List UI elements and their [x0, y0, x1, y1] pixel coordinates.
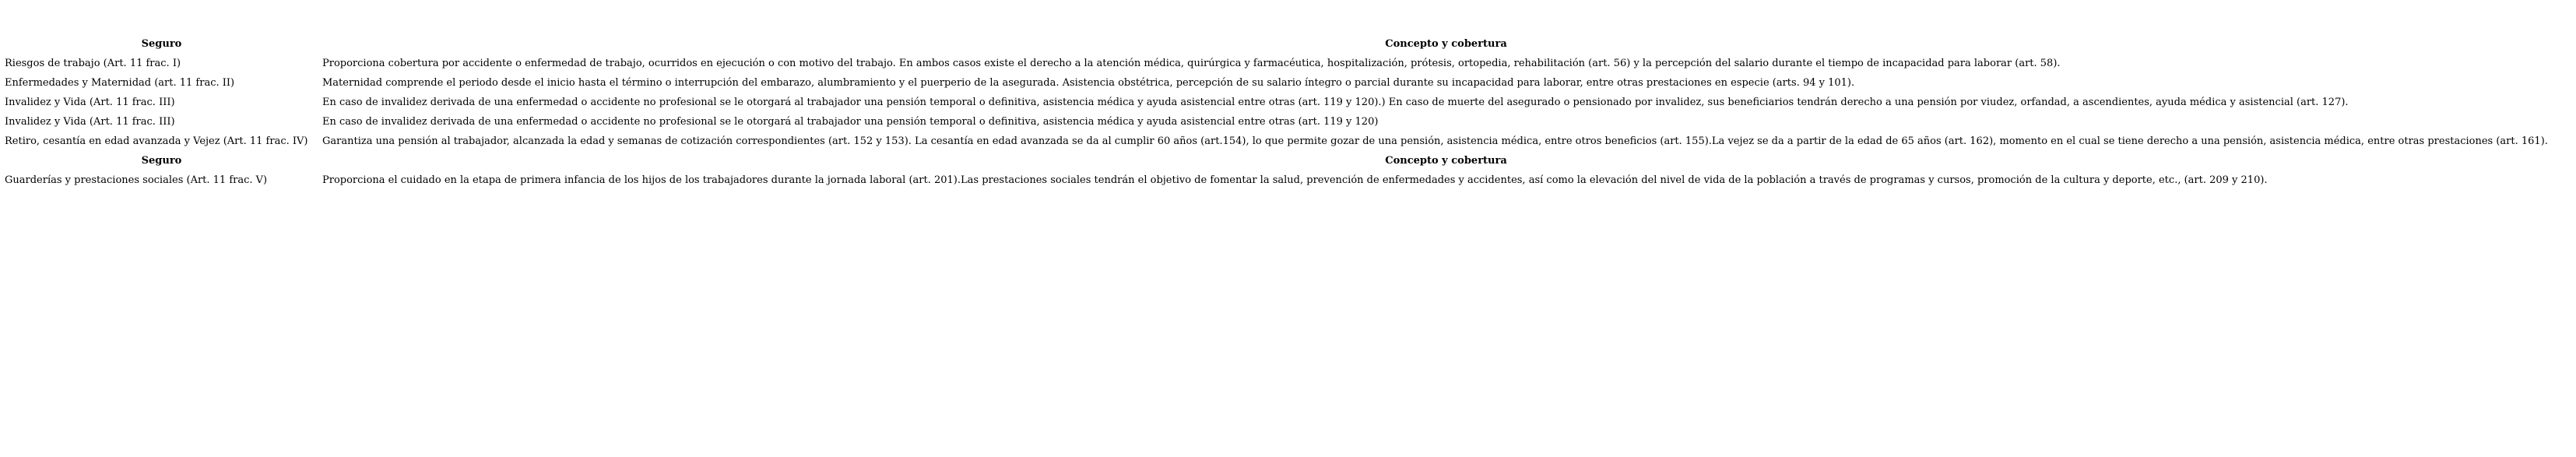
table-row: [3, 170, 2572, 190]
repeated-header-row: [3, 151, 2572, 170]
header-concepto: Concepto y cobertura: [1385, 38, 1507, 50]
header-seguro: Seguro: [141, 38, 182, 50]
cell-concepto: Proporciona el cuidado en la etapa de primera infancia de los hijos de los trabajadores durante la jornada laboral (art. 201).Las prestaciones sociales tendrán el objetivo de fomentar la salud, prevención de enfermedades y accidentes, así como la elevación del nivel de vida de la población a través de programas y cursos, promoción de la cultura y deporte, etc., (art. 209 y 210).: [322, 174, 2268, 186]
cell-seguro: Enfermedades y Maternidad (art. 11 frac. II): [5, 77, 235, 89]
cell-concepto: En caso de invalidez derivada de una enfermedad o accidente no profesional se le otorgará al trabajador una pensión temporal o definitiva, asistencia médica y ayuda asistencial entre otras (art. 119 y 120): [322, 116, 1379, 128]
cell-seguro: Retiro, cesantía en edad avanzada y Vejez (Art. 11 frac. IV): [5, 135, 308, 147]
cell-concepto: Maternidad comprende el periodo desde el inicio hasta el término o interrupción del embarazo, alumbramiento y el puerperio de la asegurada. Asistencia obstétrica, percepción de su salario íntegro o parcial durante su incapacidad para laborar, entre otras prestaciones en especie (arts. 94 y 101).: [322, 77, 1855, 89]
table-row: [3, 132, 2572, 151]
cell-concepto: Garantiza una pensión al trabajador, alcanzada la edad y semanas de cotización correspondientes (art. 152 y 153). La cesantía en edad avanzada se da al cumplir 60 años (art.154), lo que permite gozar de una pensión, asistencia médica, entre otros beneficios (art. 155).La vejez se da a partir de la edad de 65 años (art. 162), momento en el cual se tiene derecho a una pensión, asistencia médica, entre otras prestaciones (art. 161).: [322, 135, 2548, 147]
table-row: [3, 54, 2572, 73]
cell-seguro: Guarderías y prestaciones sociales (Art. 11 frac. V): [5, 174, 268, 186]
cell-seguro: Riesgos de trabajo (Art. 11 frac. I): [5, 58, 181, 69]
table-row: [3, 73, 2572, 93]
cell-seguro: Invalidez y Vida (Art. 11 frac. III): [5, 97, 175, 108]
cell-concepto: Proporciona cobertura por accidente o enfermedad de trabajo, ocurridos en ejecución o con motivo del trabajo. En ambos casos existe el derecho a la atención médica, quirúrgica y farmacéutica, hospitalización, prótesis, ortopedia, rehabilitación (art. 56) y la percepción del salario durante el tiempo de incapacidad para laborar (art. 58).: [322, 58, 2061, 69]
table-row: [3, 112, 2572, 132]
header-seguro-repeat: Seguro: [141, 155, 182, 167]
insurance-coverage-table: [3, 34, 2572, 190]
table-row: [3, 93, 2572, 112]
cell-seguro: Invalidez y Vida (Art. 11 frac. III): [5, 116, 175, 128]
table-header-row: [3, 34, 2572, 54]
header-concepto-repeat: Concepto y cobertura: [1385, 155, 1507, 167]
cell-concepto: En caso de invalidez derivada de una enfermedad o accidente no profesional se le otorgará al trabajador una pensión temporal o definitiva, asistencia médica y ayuda asistencial entre otras (art. 119 y 120).) En caso de muerte del asegurado o pensionado por invalidez, sus beneficiarios tendrán derecho a una pensión por viudez, orfandad, a ascendientes, ayuda médica y asistencial (art. 127).: [322, 97, 2349, 108]
